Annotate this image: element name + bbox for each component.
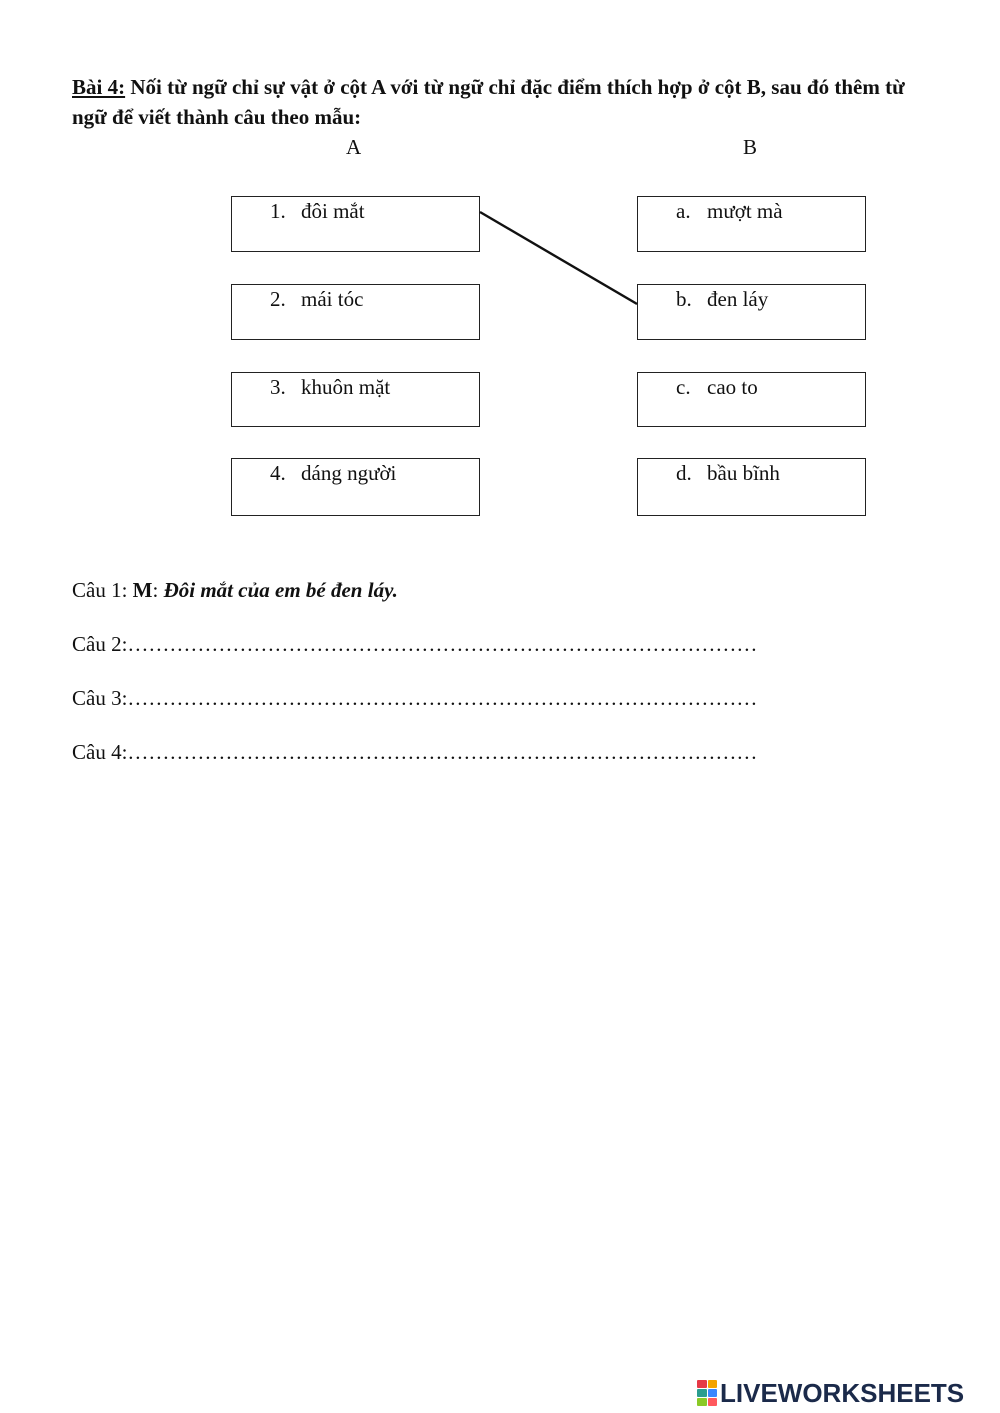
logo-text: LIVEWORKSHEETS xyxy=(720,1377,965,1408)
item-number: 2. xyxy=(270,287,286,311)
exercise-instruction: Nối từ ngữ chỉ sự vật ở cột A với từ ngữ chỉ đặc điểm thích hợp ở cột B, sau đó thêm từ ngữ để viết thành câu theo mẫu: xyxy=(72,75,905,129)
item-number: 4. xyxy=(270,461,286,485)
sentence-2-line[interactable]: Câu 2:……………………………………………………………………………… xyxy=(72,632,758,656)
sentence-1 xyxy=(72,578,398,603)
item-text: bầu bĩnh xyxy=(707,461,780,485)
item-letter: c. xyxy=(676,375,691,399)
exercise-label: Bài 4: xyxy=(72,75,126,99)
item-number: 3. xyxy=(270,375,286,399)
item-text: cao to xyxy=(707,375,758,399)
liveworksheets-logo xyxy=(697,1378,964,1408)
column-b-header: B xyxy=(743,135,758,159)
model-example: Đôi mắt của em bé đen láy. xyxy=(163,578,398,602)
item-text: dáng người xyxy=(301,461,397,485)
sentence-1-prefix: Câu 1: xyxy=(72,578,133,602)
item-text: mái tóc xyxy=(301,287,364,311)
model-marker: M xyxy=(132,578,153,602)
item-number: 1. xyxy=(270,199,286,223)
sentence-3-line[interactable]: Câu 3:……………………………………………………………………………… xyxy=(72,686,758,710)
item-letter: a. xyxy=(676,199,691,223)
model-colon: : xyxy=(152,578,164,602)
item-text: khuôn mặt xyxy=(301,375,391,399)
item-text: mượt mà xyxy=(707,199,783,223)
item-text: đen láy xyxy=(707,287,769,311)
sentence-4-line[interactable]: Câu 4:……………………………………………………………………………… xyxy=(72,740,758,764)
match-line[interactable] xyxy=(480,212,637,304)
item-text: đôi mắt xyxy=(301,199,365,223)
item-letter: b. xyxy=(676,287,692,311)
column-a-header: A xyxy=(346,135,362,159)
logo-mark-icon xyxy=(697,1380,717,1406)
item-letter: d. xyxy=(676,461,692,485)
